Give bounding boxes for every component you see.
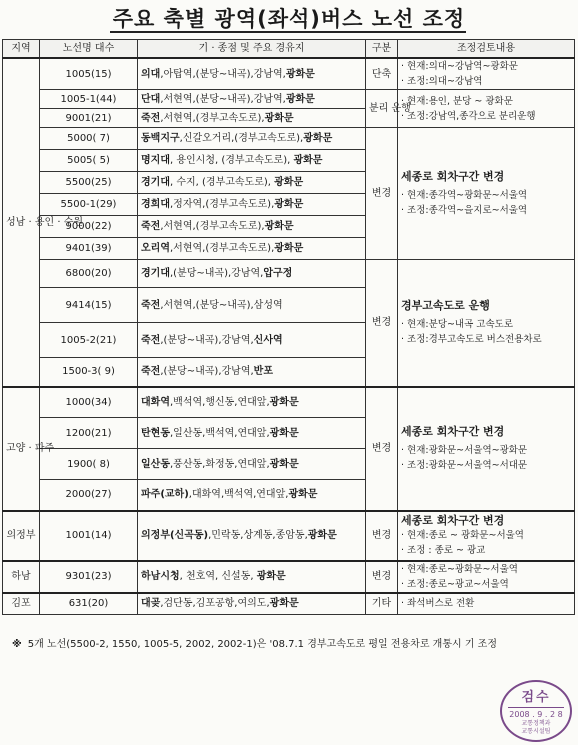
route-via xyxy=(138,418,366,449)
route-number: 1005-1(44) xyxy=(40,90,138,109)
remark-line: · 현재:종로 ~ 광화문~서울역 xyxy=(401,529,524,541)
route-via xyxy=(138,387,366,418)
table-row xyxy=(3,260,575,288)
remark-line: · 조정 : 종로 ~ 광교 xyxy=(401,544,486,556)
route-via xyxy=(138,323,366,358)
route-end: 광화문 xyxy=(269,458,299,470)
route-end: 광화문 xyxy=(269,427,299,439)
stamp-divider xyxy=(508,707,564,708)
route-number: 5500-1(29) xyxy=(40,194,138,216)
region-cell: 의정부 xyxy=(3,511,40,561)
route-via xyxy=(138,128,366,150)
route-via xyxy=(138,449,366,480)
remark-line: · 현재:종로~광화문~서울역 xyxy=(401,563,518,575)
route-number: 9301(23) xyxy=(40,561,138,593)
route-start: 죽전 xyxy=(141,334,161,346)
stamp-org-1: 교통정책과 xyxy=(521,720,551,727)
page-title: 주요 축별 광역(좌석)버스 노선 조정 xyxy=(112,7,466,31)
route-start: 대화역 xyxy=(141,396,170,408)
header-remark: 조정검토내용 xyxy=(398,40,575,59)
route-end: 광화문 xyxy=(307,530,337,541)
route-start: 죽전 xyxy=(141,299,161,311)
header-via: 기 · 종점 및 주요 경유지 xyxy=(138,40,366,59)
remark-line: · 현재:의대~강남역~광화문 xyxy=(401,61,518,72)
remark-heading: 세종로 회차구간 변경 xyxy=(401,513,505,527)
route-via xyxy=(138,109,366,128)
route-middle: ,일산동,백석역,연대앞, xyxy=(169,427,270,439)
route-end: 광화문 xyxy=(285,68,315,80)
route-end: 압구정 xyxy=(263,268,293,279)
stamp-title: 검수 xyxy=(521,690,551,705)
route-middle: , 천호역, 신설동, xyxy=(179,571,257,582)
route-middle: ,풍산동,화정동,연대앞, xyxy=(169,458,270,470)
stamp-date: 2008 . 9 . 2 8 xyxy=(509,710,563,719)
route-middle: ,(분당~내곡),강남역, xyxy=(160,334,254,346)
route-number: 1005(15) xyxy=(40,58,138,90)
route-via xyxy=(138,480,366,511)
note-text: 5개 노선(5500-2, 1550, 1005-5, 2002, 2002-1)은 '08.7.1 경부고속도로 평일 전용차로 개통시 기 조정 xyxy=(27,639,497,650)
route-via xyxy=(138,194,366,216)
remark-cell xyxy=(398,260,575,387)
route-via xyxy=(138,593,366,615)
route-type: 분리 운행 xyxy=(366,90,398,128)
table-row xyxy=(3,58,575,90)
route-start: 경기대 xyxy=(141,268,170,279)
route-end: 광화문 xyxy=(264,221,294,232)
route-end: 신사역 xyxy=(253,334,283,346)
remark-heading: 경부고속도로 운행 xyxy=(401,298,490,312)
remark-line: · 현재:용인, 분당 ~ 광화문 xyxy=(401,95,513,107)
route-via xyxy=(138,172,366,194)
route-number: 631(20) xyxy=(40,593,138,615)
route-middle: ,서현역,(경부고속도로), xyxy=(169,243,275,254)
remark-line: · 현재:종각역~광화문~서울역 xyxy=(401,189,528,201)
route-middle: , 수지, (경부고속도로), xyxy=(169,177,275,188)
route-start: 동백지구 xyxy=(141,133,180,144)
route-type: 변경 xyxy=(366,128,398,260)
route-via xyxy=(138,238,366,260)
route-number: 1900( 8) xyxy=(40,449,138,480)
route-type: 기타 xyxy=(366,593,398,615)
route-start: 경희대 xyxy=(141,199,170,210)
route-via xyxy=(138,260,366,288)
route-type: 변경 xyxy=(366,260,398,387)
stamp-org-2: 교통시설팀 xyxy=(521,728,551,735)
route-number: 1001(14) xyxy=(40,511,138,561)
route-middle: ,서현역,(분당~내곡),삼성역 xyxy=(160,299,283,311)
header-region: 지역 xyxy=(3,40,40,59)
route-number: 9001(21) xyxy=(40,109,138,128)
route-type: 변경 xyxy=(366,511,398,561)
header-type: 구분 xyxy=(366,40,398,59)
remark-cell xyxy=(398,511,575,561)
route-start: 죽전 xyxy=(141,112,161,124)
route-start: 경기대 xyxy=(141,177,170,188)
route-end: 광화문 xyxy=(256,571,286,582)
region-cell: 김포 xyxy=(3,593,40,615)
route-number: 9414(15) xyxy=(40,288,138,323)
table-header-row xyxy=(3,40,575,59)
footnote xyxy=(12,637,552,653)
route-start: 대곶 xyxy=(141,598,161,610)
table-row xyxy=(3,128,575,150)
route-end: 광화문 xyxy=(303,133,333,144)
route-start: 단대 xyxy=(141,93,161,105)
table-row xyxy=(3,511,575,561)
route-middle: ,대화역,백석역,연대앞, xyxy=(188,489,289,501)
remark-line: · 조정:광화문~서울역~서대문 xyxy=(401,459,528,471)
route-middle: ,정자역,(경부고속도로), xyxy=(169,199,275,210)
region-cell: 고양 · 파주 xyxy=(3,387,40,511)
remark-line: · 좌석버스로 전환 xyxy=(401,598,475,610)
remark-cell xyxy=(398,593,575,615)
route-start: 탄현동 xyxy=(141,427,170,439)
remark-heading: 세종로 회차구간 변경 xyxy=(401,169,505,183)
table-row xyxy=(3,561,575,593)
route-start: 일산동 xyxy=(141,458,170,470)
remark-cell xyxy=(398,128,575,260)
remark-cell xyxy=(398,561,575,593)
route-via xyxy=(138,358,366,387)
route-number: 1005-2(21) xyxy=(40,323,138,358)
route-middle: , 용인시청, (경부고속도로), xyxy=(169,155,294,166)
route-number: 1500-3( 9) xyxy=(40,358,138,387)
route-middle: ,백석역,행신동,연대앞, xyxy=(169,396,270,408)
route-middle: ,신갈오거리,(경부고속도로), xyxy=(179,133,304,144)
route-end: 광화문 xyxy=(264,112,294,124)
route-number: 5000( 7) xyxy=(40,128,138,150)
remark-line: · 조정:의대~강남역 xyxy=(401,76,483,87)
route-end: 광화문 xyxy=(293,155,323,166)
route-via xyxy=(138,561,366,593)
route-via xyxy=(138,150,366,172)
header-route-count: 노선명 대수 xyxy=(40,40,138,59)
table-row xyxy=(3,90,575,109)
route-middle: ,검단동,김포공항,여의도, xyxy=(160,598,270,610)
route-number: 9401(39) xyxy=(40,238,138,260)
route-type: 단축 xyxy=(366,58,398,90)
route-end: 광화문 xyxy=(274,177,304,188)
route-via xyxy=(138,90,366,109)
region-cell: 하남 xyxy=(3,561,40,593)
route-end: 광화문 xyxy=(269,598,299,610)
route-start: 명지대 xyxy=(141,155,170,166)
route-table xyxy=(2,39,575,615)
remark-cell xyxy=(398,58,575,90)
route-end: 반포 xyxy=(253,366,273,378)
remark-line: · 조정:종각역~을지로~서울역 xyxy=(401,204,528,216)
route-number: 2000(27) xyxy=(40,480,138,511)
route-start: 죽전 xyxy=(141,366,161,378)
route-number: 1200(21) xyxy=(40,418,138,449)
route-end: 광화문 xyxy=(269,396,299,408)
remark-line: · 현재:분당~내곡 고속도로 xyxy=(401,318,513,330)
route-start: 의대 xyxy=(141,68,161,80)
route-start: 오리역 xyxy=(141,243,170,254)
route-start: 파주(교하) xyxy=(141,489,189,501)
remark-line: · 조정:강남역,종각으로 분리운행 xyxy=(401,110,536,122)
route-via xyxy=(138,216,366,238)
route-number: 1000(34) xyxy=(40,387,138,418)
table-row xyxy=(3,387,575,418)
route-end: 광화문 xyxy=(285,93,315,105)
route-via xyxy=(138,288,366,323)
remark-heading: 세종로 회차구간 변경 xyxy=(401,424,505,438)
route-end: 광화문 xyxy=(274,243,304,254)
route-start: 죽전 xyxy=(141,221,161,232)
route-number: 5005( 5) xyxy=(40,150,138,172)
route-number: 6800(20) xyxy=(40,260,138,288)
route-middle: ,서현역,(경부고속도로), xyxy=(160,112,265,124)
route-end: 광화문 xyxy=(288,489,318,501)
route-middle: ,아탑역,(분당~내곡),강남역, xyxy=(160,68,286,80)
region-cell: 성남 · 용인 · 수원 xyxy=(3,58,40,387)
remark-line: · 현재:광화문~서울역~광화문 xyxy=(401,444,528,456)
note-mark: ※ xyxy=(12,639,22,650)
route-middle: ,서현역,(분당~내곡),강남역, xyxy=(160,93,286,105)
remark-cell xyxy=(398,387,575,511)
route-number: 9000(22) xyxy=(40,216,138,238)
route-via xyxy=(138,511,366,561)
route-type: 변경 xyxy=(366,387,398,511)
route-start: 의정부(신곡동) xyxy=(141,530,209,541)
route-middle: ,(분당~내곡),강남역, xyxy=(169,268,264,279)
route-number: 5500(25) xyxy=(40,172,138,194)
route-start: 하남시청 xyxy=(141,571,180,582)
remark-cell xyxy=(398,90,575,128)
remark-line: · 조정:경부고속도로 버스전용차로 xyxy=(401,333,542,345)
remark-line: · 조정:종로~광교~서울역 xyxy=(401,578,509,590)
route-middle: ,민락동,상계동,종암동, xyxy=(208,530,308,541)
inspection-stamp xyxy=(500,680,572,742)
route-type: 변경 xyxy=(366,561,398,593)
route-middle: ,서현역,(경부고속도로), xyxy=(160,221,265,232)
route-end: 광화문 xyxy=(274,199,304,210)
route-via xyxy=(138,58,366,90)
title-underline xyxy=(110,31,466,33)
table-row xyxy=(3,593,575,615)
route-middle: ,(분당~내곡),강남역, xyxy=(160,366,254,378)
